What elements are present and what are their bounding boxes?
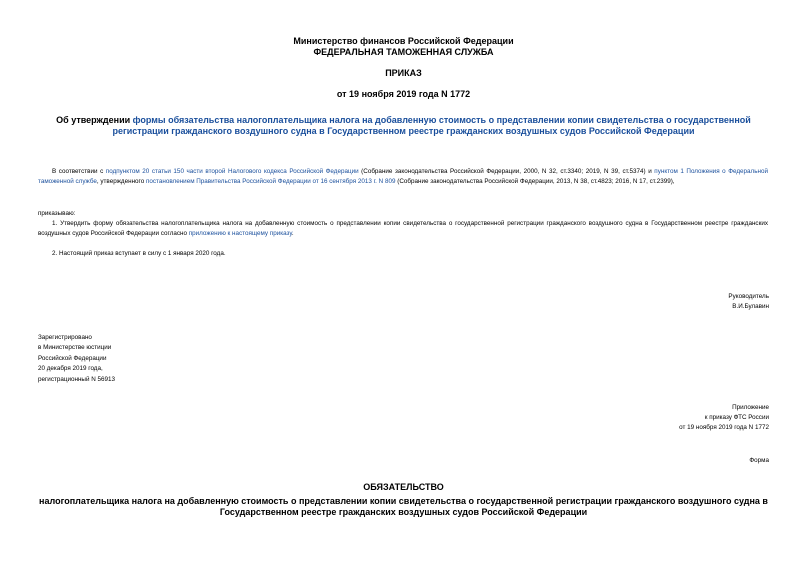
obligation-subtitle: налогоплательщика налога на добавленную стоимость о представлении копии свидетельства о государственной регистрации гражданского воздушного судна в Государственном реестре гражданских воздушных судов Российской Федерации — [39, 496, 768, 517]
p1-text-b: (Собрание законодательства Российской Федерации, 2000, N 32, ст.3340; 2019, N 39, ст.5374) и — [358, 168, 655, 175]
title-form-link[interactable]: формы обязательства налогоплательщика налога на добавленную стоимость о представлении копии свидетельства о государственной регистрации гражданского воздушного судна в Государственном реестре гражданских воздушных судов Российской Федерации — [112, 115, 751, 136]
registration-line: в Министерстве юстиции — [38, 344, 112, 352]
registration-line: Зарегистрировано — [38, 334, 92, 341]
p3-text-a: 1. Утвердить форму обязательства налогоплательщика налога на добавленную стоимость о представлении копии свидетельства о государственной регистрации гражданского воздушного судна в Государственном реестре гражданских воздушных судов Российской Федерации согласно — [38, 220, 768, 237]
registration-block — [38, 333, 115, 385]
government-decree-link[interactable]: постановлением Правительства Российской Федерации от 16 сентября 2013 г. N 809 — [145, 178, 396, 185]
paragraph-basis — [38, 167, 768, 187]
order-date: от 19 ноября 2019 года N 1772 — [336, 89, 471, 99]
p1-text-d: (Собрание законодательства Российской Федерации, 2013, N 38, ст.4823; 2016, N 17, ст.2399), — [395, 178, 675, 185]
registration-line: регистрационный N 56913 — [38, 375, 116, 383]
appendix-line: от 19 ноября 2019 года N 1772 — [679, 424, 769, 431]
p3-text-b: . — [291, 230, 294, 237]
form-label: Форма — [749, 457, 769, 464]
order-title — [50, 115, 757, 137]
paragraph-item-1 — [38, 219, 768, 239]
customs-regulation-link[interactable]: пунктом 1 Положения о Федеральной таможенной службе — [38, 168, 769, 185]
title-prefix: Об утверждении — [56, 115, 133, 125]
order-heading: ПРИКАЗ — [385, 68, 422, 78]
registration-line: Российской Федерации — [38, 354, 107, 362]
ministry-name: Министерство финансов Российской Федерации — [293, 36, 514, 46]
signature-name: В.И.Булавин — [732, 303, 769, 310]
appendix-line: Приложение — [732, 404, 769, 411]
service-name: ФЕДЕРАЛЬНАЯ ТАМОЖЕННАЯ СЛУЖБА — [313, 47, 494, 57]
tax-code-link[interactable]: подпунктом 20 статьи 150 части второй Налогового кодекса Российской Федерации — [105, 168, 359, 175]
p1-text-c: , утвержденного — [96, 178, 146, 185]
appendix-line: к приказу ФТС России — [704, 414, 769, 421]
appendix-link[interactable]: приложению к настоящему приказу — [188, 230, 292, 237]
registration-line: 20 декабря 2019 года, — [38, 365, 103, 373]
paragraph-order-word: приказываю: — [38, 210, 76, 217]
signature-role: Руководитель — [728, 293, 769, 300]
paragraph-item-2: 2. Настоящий приказ вступает в силу с 1 января 2020 года. — [52, 250, 226, 257]
signature-block — [728, 292, 769, 312]
p1-text-a: В соответствии с — [52, 168, 106, 175]
obligation-title: ОБЯЗАТЕЛЬСТВО — [363, 482, 444, 492]
appendix-block — [679, 403, 769, 433]
